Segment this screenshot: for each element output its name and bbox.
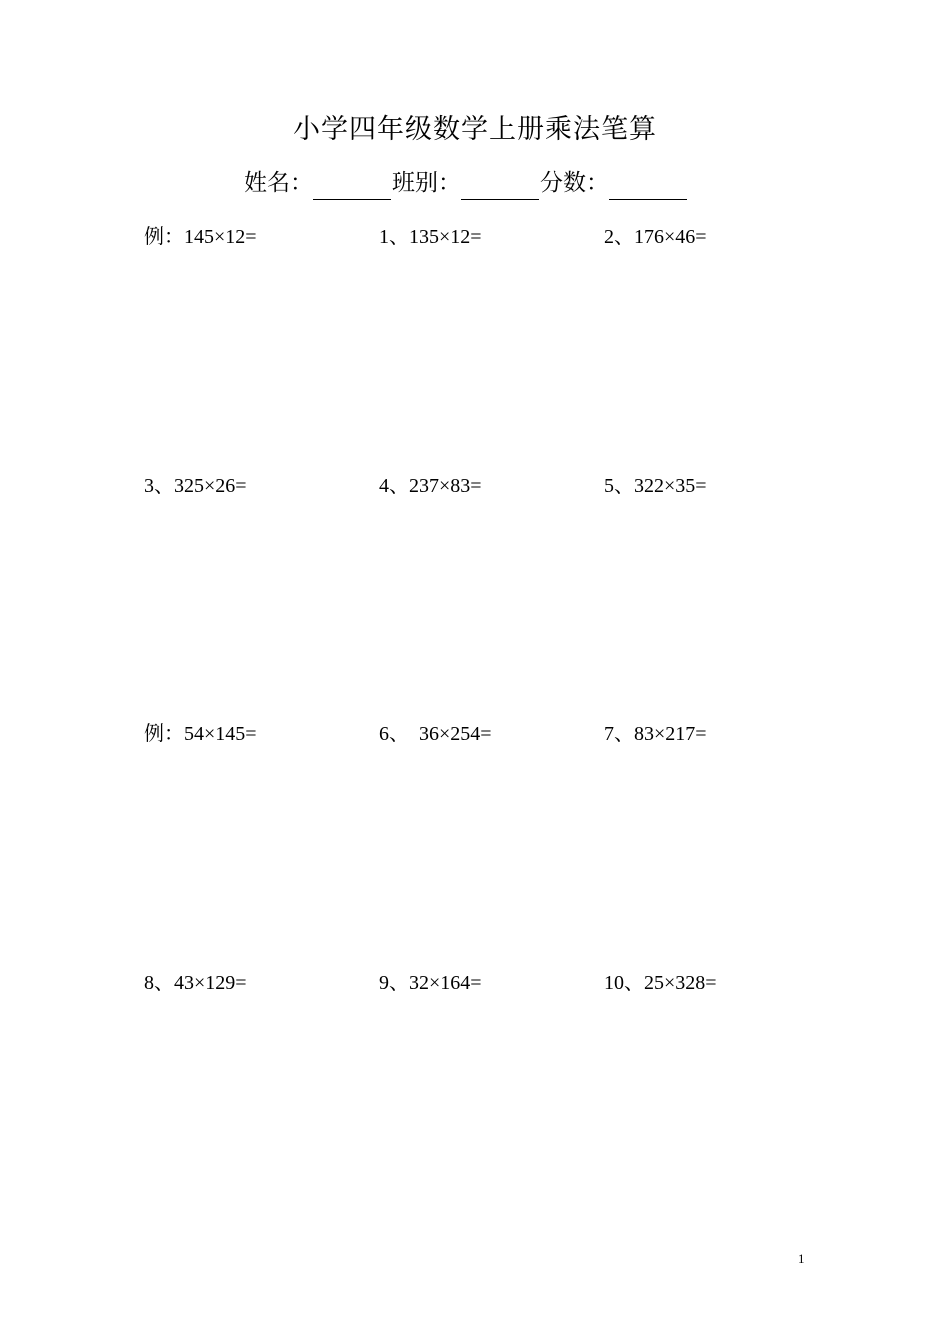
problem-9: 9、32×164= xyxy=(379,972,482,994)
problem-2: 2、176×46= xyxy=(604,226,707,248)
problem-6: 6、 36×254= xyxy=(379,723,492,745)
problem-1: 1、135×12= xyxy=(379,226,482,248)
problem-5: 5、322×35= xyxy=(604,475,707,497)
score-label: 分数： xyxy=(540,170,609,196)
problem-3: 3、325×26= xyxy=(144,475,247,497)
problem-4: 4、237×83= xyxy=(379,475,482,497)
problem-example-1: 例：145×12= xyxy=(144,226,257,248)
page-number: 1 xyxy=(798,1251,805,1266)
problem-7: 7、83×217= xyxy=(604,723,707,745)
problem-10: 10、25×328= xyxy=(604,972,717,994)
score-blank[interactable] xyxy=(609,167,687,200)
student-info-row xyxy=(244,167,688,207)
problem-8: 8、43×129= xyxy=(144,972,247,994)
page-title: 小学四年级数学上册乘法笔算 xyxy=(293,114,657,145)
class-blank[interactable] xyxy=(461,167,539,200)
class-label: 班别： xyxy=(392,170,461,196)
name-label: 姓名： xyxy=(244,170,313,196)
name-blank[interactable] xyxy=(313,167,391,200)
problem-example-2: 例：54×145= xyxy=(144,723,257,745)
